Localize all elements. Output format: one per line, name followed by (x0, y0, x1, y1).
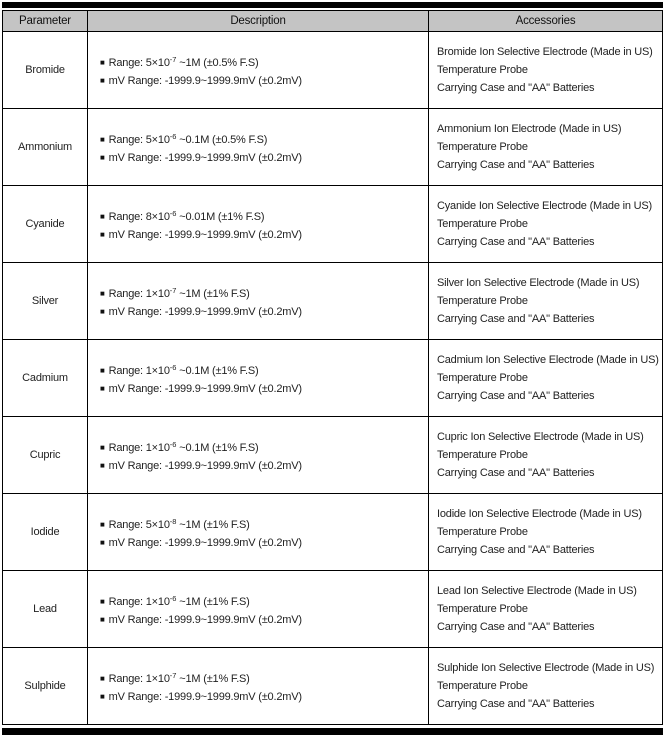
range-text-suffix: ~1M (±1% F.S) (176, 672, 250, 685)
parameter-cell: Ammonium (3, 109, 88, 186)
mv-range-line (100, 459, 428, 473)
accessories-cell (429, 32, 663, 109)
accessory-item: Temperature Probe (437, 526, 528, 538)
table-row-ammonium (3, 109, 663, 186)
range-exponent: -7 (169, 54, 177, 64)
range-text-suffix: ~0.01M (±1% F.S) (176, 210, 265, 223)
mv-range-line (100, 382, 428, 396)
range-text-suffix: ~0.1M (±1% F.S) (176, 441, 259, 454)
range-text: Range: 1×10 (108, 441, 170, 454)
accessory-item: Carrying Case and "AA" Batteries (437, 159, 595, 171)
accessory-item: Iodide Ion Selective Electrode (Made in US) (437, 508, 642, 520)
range-exponent: -8 (169, 516, 177, 526)
table-row-lead (3, 571, 663, 648)
range-exponent: -6 (169, 362, 177, 372)
parameter-cell: Bromide (3, 32, 88, 109)
top-rule (2, 2, 663, 8)
spec-table (2, 10, 663, 725)
range-line (100, 438, 428, 455)
accessory-item: Sulphide Ion Selective Electrode (Made in US) (437, 662, 655, 674)
parameter-cell: Cupric (3, 417, 88, 494)
bullet-square-icon: ■ (100, 673, 105, 683)
range-text-suffix: ~1M (±1% F.S) (176, 595, 250, 608)
description-cell (88, 109, 429, 186)
range-text: Range: 5×10 (108, 518, 170, 531)
table-row-cupric (3, 417, 663, 494)
range-exponent: -7 (169, 670, 177, 680)
range-exponent: -6 (169, 208, 177, 218)
mv-range-text: mV Range: -1999.9~1999.9mV (±0.2mV) (108, 382, 302, 395)
header-parameter: Parameter (3, 11, 88, 32)
mv-range-line (100, 690, 428, 704)
mv-range-line (100, 74, 428, 88)
bullet-square-icon: ■ (100, 383, 105, 393)
accessories-cell (429, 340, 663, 417)
range-exponent: -6 (169, 439, 177, 449)
description-cell (88, 648, 429, 725)
range-text-suffix: ~1M (±1% F.S) (176, 518, 250, 531)
accessory-item: Temperature Probe (437, 141, 528, 153)
bullet-square-icon: ■ (100, 460, 105, 470)
range-text-suffix: ~0.1M (±0.5% F.S) (176, 133, 268, 146)
description-cell (88, 340, 429, 417)
bullet-square-icon: ■ (100, 57, 105, 67)
range-line (100, 53, 428, 70)
bullet-square-icon: ■ (100, 229, 105, 239)
bullet-square-icon: ■ (100, 596, 105, 606)
mv-range-text: mV Range: -1999.9~1999.9mV (±0.2mV) (108, 305, 302, 318)
table-row-bromide (3, 32, 663, 109)
accessory-item: Temperature Probe (437, 449, 528, 461)
accessory-item: Temperature Probe (437, 64, 528, 76)
range-text: Range: 5×10 (108, 133, 170, 146)
accessory-item: Carrying Case and "AA" Batteries (437, 313, 595, 325)
bullet-square-icon: ■ (100, 152, 105, 162)
mv-range-line (100, 613, 428, 627)
parameter-cell: Cyanide (3, 186, 88, 263)
parameter-cell: Lead (3, 571, 88, 648)
table-row-cyanide (3, 186, 663, 263)
range-exponent: -7 (169, 285, 177, 295)
range-text-suffix: ~1M (±0.5% F.S) (176, 56, 259, 69)
parameter-cell: Sulphide (3, 648, 88, 725)
description-cell (88, 494, 429, 571)
bullet-square-icon: ■ (100, 75, 105, 85)
accessories-cell (429, 571, 663, 648)
mv-range-line (100, 151, 428, 165)
range-line (100, 669, 428, 686)
mv-range-text: mV Range: -1999.9~1999.9mV (±0.2mV) (108, 536, 302, 549)
accessory-item: Cyanide Ion Selective Electrode (Made in US) (437, 200, 652, 212)
range-text: Range: 1×10 (108, 287, 170, 300)
accessory-item: Carrying Case and "AA" Batteries (437, 698, 595, 710)
header-row (3, 11, 663, 32)
accessory-item: Bromide Ion Selective Electrode (Made in US) (437, 46, 653, 58)
parameter-cell: Iodide (3, 494, 88, 571)
accessory-item: Temperature Probe (437, 603, 528, 615)
accessory-item: Temperature Probe (437, 372, 528, 384)
range-exponent: -6 (169, 131, 177, 141)
accessories-cell (429, 417, 663, 494)
accessory-item: Temperature Probe (437, 680, 528, 692)
range-text: Range: 1×10 (108, 595, 170, 608)
accessory-item: Carrying Case and "AA" Batteries (437, 82, 595, 94)
mv-range-line (100, 228, 428, 242)
table-row-silver (3, 263, 663, 340)
accessories-cell (429, 648, 663, 725)
bullet-square-icon: ■ (100, 211, 105, 221)
accessories-cell (429, 186, 663, 263)
accessory-item: Carrying Case and "AA" Batteries (437, 390, 595, 402)
accessories-cell (429, 494, 663, 571)
range-line (100, 284, 428, 301)
accessory-item: Temperature Probe (437, 218, 528, 230)
parameter-cell: Cadmium (3, 340, 88, 417)
description-cell (88, 186, 429, 263)
accessory-item: Silver Ion Selective Electrode (Made in US) (437, 277, 640, 289)
range-text: Range: 1×10 (108, 672, 170, 685)
accessory-item: Cupric Ion Selective Electrode (Made in US) (437, 431, 644, 443)
accessory-item: Lead Ion Selective Electrode (Made in US) (437, 585, 637, 597)
range-line (100, 592, 428, 609)
bullet-square-icon: ■ (100, 306, 105, 316)
mv-range-line (100, 536, 428, 550)
accessory-item: Carrying Case and "AA" Batteries (437, 467, 595, 479)
range-text: Range: 8×10 (108, 210, 170, 223)
bullet-square-icon: ■ (100, 365, 105, 375)
bottom-rule (2, 728, 663, 735)
bullet-square-icon: ■ (100, 614, 105, 624)
header-description: Description (88, 11, 429, 32)
description-cell (88, 571, 429, 648)
bullet-square-icon: ■ (100, 519, 105, 529)
mv-range-line (100, 305, 428, 319)
range-text-suffix: ~0.1M (±1% F.S) (176, 364, 259, 377)
accessories-cell (429, 109, 663, 186)
bullet-square-icon: ■ (100, 134, 105, 144)
accessory-item: Carrying Case and "AA" Batteries (437, 544, 595, 556)
mv-range-text: mV Range: -1999.9~1999.9mV (±0.2mV) (108, 74, 302, 87)
accessory-item: Carrying Case and "AA" Batteries (437, 236, 595, 248)
accessory-item: Cadmium Ion Selective Electrode (Made in US) (437, 354, 659, 366)
range-line (100, 515, 428, 532)
description-cell (88, 263, 429, 340)
description-cell (88, 417, 429, 494)
range-line (100, 207, 428, 224)
description-cell (88, 32, 429, 109)
table-row-sulphide (3, 648, 663, 725)
mv-range-text: mV Range: -1999.9~1999.9mV (±0.2mV) (108, 228, 302, 241)
accessory-item: Temperature Probe (437, 295, 528, 307)
mv-range-text: mV Range: -1999.9~1999.9mV (±0.2mV) (108, 613, 302, 626)
accessories-cell (429, 263, 663, 340)
range-text: Range: 5×10 (108, 56, 170, 69)
bullet-square-icon: ■ (100, 442, 105, 452)
mv-range-text: mV Range: -1999.9~1999.9mV (±0.2mV) (108, 459, 302, 472)
bullet-square-icon: ■ (100, 691, 105, 701)
mv-range-text: mV Range: -1999.9~1999.9mV (±0.2mV) (108, 690, 302, 703)
mv-range-text: mV Range: -1999.9~1999.9mV (±0.2mV) (108, 151, 302, 164)
range-line (100, 361, 428, 378)
range-exponent: -6 (169, 593, 177, 603)
accessory-item: Carrying Case and "AA" Batteries (437, 621, 595, 633)
header-accessories: Accessories (429, 11, 663, 32)
bullet-square-icon: ■ (100, 288, 105, 298)
bullet-square-icon: ■ (100, 537, 105, 547)
range-line (100, 130, 428, 147)
parameter-cell: Silver (3, 263, 88, 340)
table-row-iodide (3, 494, 663, 571)
range-text-suffix: ~1M (±1% F.S) (176, 287, 250, 300)
range-text: Range: 1×10 (108, 364, 170, 377)
table-row-cadmium (3, 340, 663, 417)
accessory-item: Ammonium Ion Electrode (Made in US) (437, 123, 622, 135)
